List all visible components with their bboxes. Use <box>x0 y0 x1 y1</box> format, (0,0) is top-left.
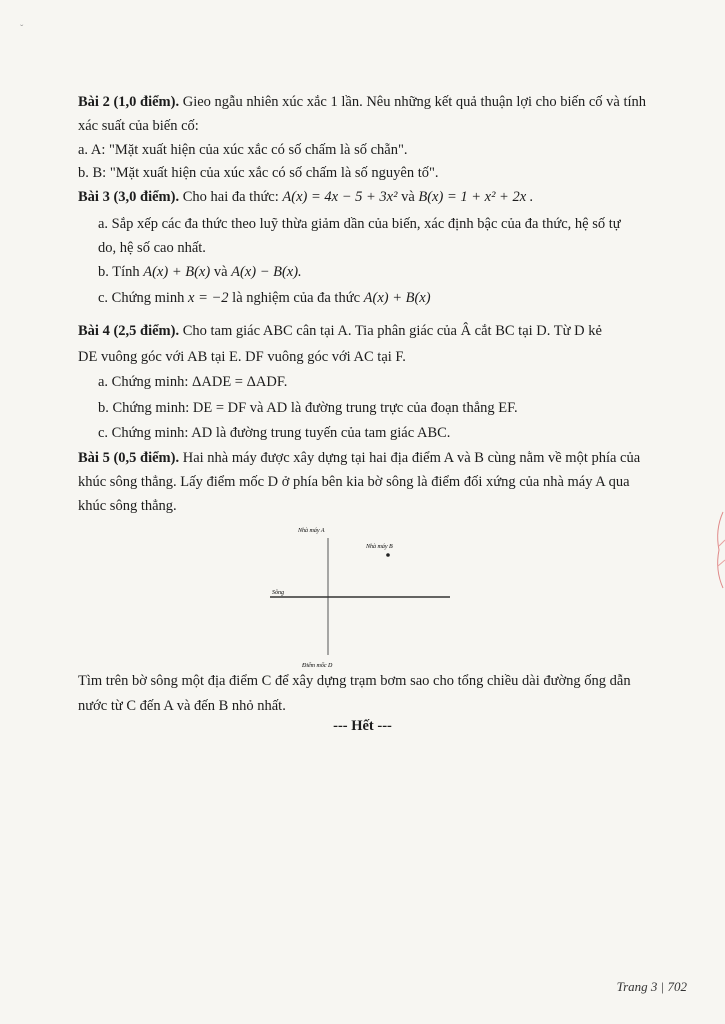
bai3-item-a-line2: do, hệ số cao nhất. <box>98 240 206 256</box>
page-footer: Trang 3 | 702 <box>616 979 687 994</box>
bai3-item-a-line1: a. Sắp xếp các đa thức theo luỹ thừa giảm dần của biến, xác định bậc của đa thức, hệ số tự <box>98 216 621 232</box>
poly-b: B(x) = 1 + x² + 2x . <box>418 189 534 205</box>
label-factory-b: Nhà máy B <box>366 544 393 550</box>
bai3-line1: Bài 3 (3,0 điểm). Cho hai đa thức: A(x) = 4x − 5 + 3x² và B(x) = 1 + x² + 2x . <box>78 189 534 205</box>
bai4-line2: DE vuông góc với AB tại E. DF vuông góc với AC tại F. <box>78 349 406 365</box>
bai5-heading: Bài 5 (0,5 điểm). <box>78 450 180 466</box>
bai5-question-line2: nước từ C đến A và đến B nhỏ nhất. <box>78 698 286 714</box>
river-diagram <box>258 520 468 675</box>
label-factory-a: Nhà máy A <box>298 528 325 534</box>
bai2-item-b: b. B: "Mặt xuất hiện của xúc xắc có số chấm là số nguyên tố". <box>78 165 439 181</box>
poly-a: A(x) = 4x − 5 + 3x² <box>282 189 398 205</box>
bai5-question-line1: Tìm trên bờ sông một địa điểm C để xây dựng trạm bơm sao cho tổng chiều dài đường ống dẫn <box>78 673 631 689</box>
bai5-line3: khúc sông thẳng. <box>78 498 177 514</box>
scan-speck: ˇ <box>20 24 24 35</box>
bai4-line1: Bài 4 (2,5 điểm). Cho tam giác ABC cân tại A. Tia phân giác của Â cắt BC tại D. Từ D kẻ <box>78 323 602 339</box>
bai2-line1: Bài 2 (1,0 điểm). Gieo ngẫu nhiên xúc xắc 1 lần. Nêu những kết quả thuận lợi cho biến cố và tính <box>78 94 647 110</box>
bai4-item-a: a. Chứng minh: ΔADE = ΔADF. <box>98 374 288 390</box>
bai4-item-c: c. Chứng minh: AD là đường trung tuyến của tam giác ABC. <box>98 425 451 441</box>
label-river: Sông <box>272 590 284 596</box>
bai3-item-c: c. Chứng minh x = −2 là nghiệm của đa thức A(x) + B(x) <box>98 290 431 306</box>
bai2-line2: xác suất của biến cố: <box>78 118 199 134</box>
end-marker: --- Hết --- <box>333 718 392 734</box>
bai4-heading: Bài 4 (2,5 điểm). <box>78 323 180 339</box>
red-stamp-edge <box>713 510 725 590</box>
bai5-line1: Bài 5 (0,5 điểm). Hai nhà máy được xây dựng tại hai địa điểm A và B cùng nằm về một phía của <box>78 450 641 466</box>
bai3-heading: Bài 3 (3,0 điểm). <box>78 189 180 205</box>
label-point-d: Điểm mốc D <box>302 663 333 669</box>
bai5-line2: khúc sông thẳng. Lấy điểm mốc D ở phía bên kia bờ sông là điểm đối xứng của nhà máy A qua <box>78 474 630 490</box>
bai4-item-b: b. Chứng minh: DE = DF và AD là đường trung trực của đoạn thẳng EF. <box>98 400 518 416</box>
bai2-heading: Bài 2 (1,0 điểm). <box>78 94 180 110</box>
bai3-item-b: b. Tính A(x) + B(x) và A(x) − B(x). <box>98 264 302 280</box>
point-b <box>386 553 390 557</box>
bai2-item-a: a. A: "Mặt xuất hiện của xúc xắc có số chấm là số chẵn". <box>78 142 408 158</box>
